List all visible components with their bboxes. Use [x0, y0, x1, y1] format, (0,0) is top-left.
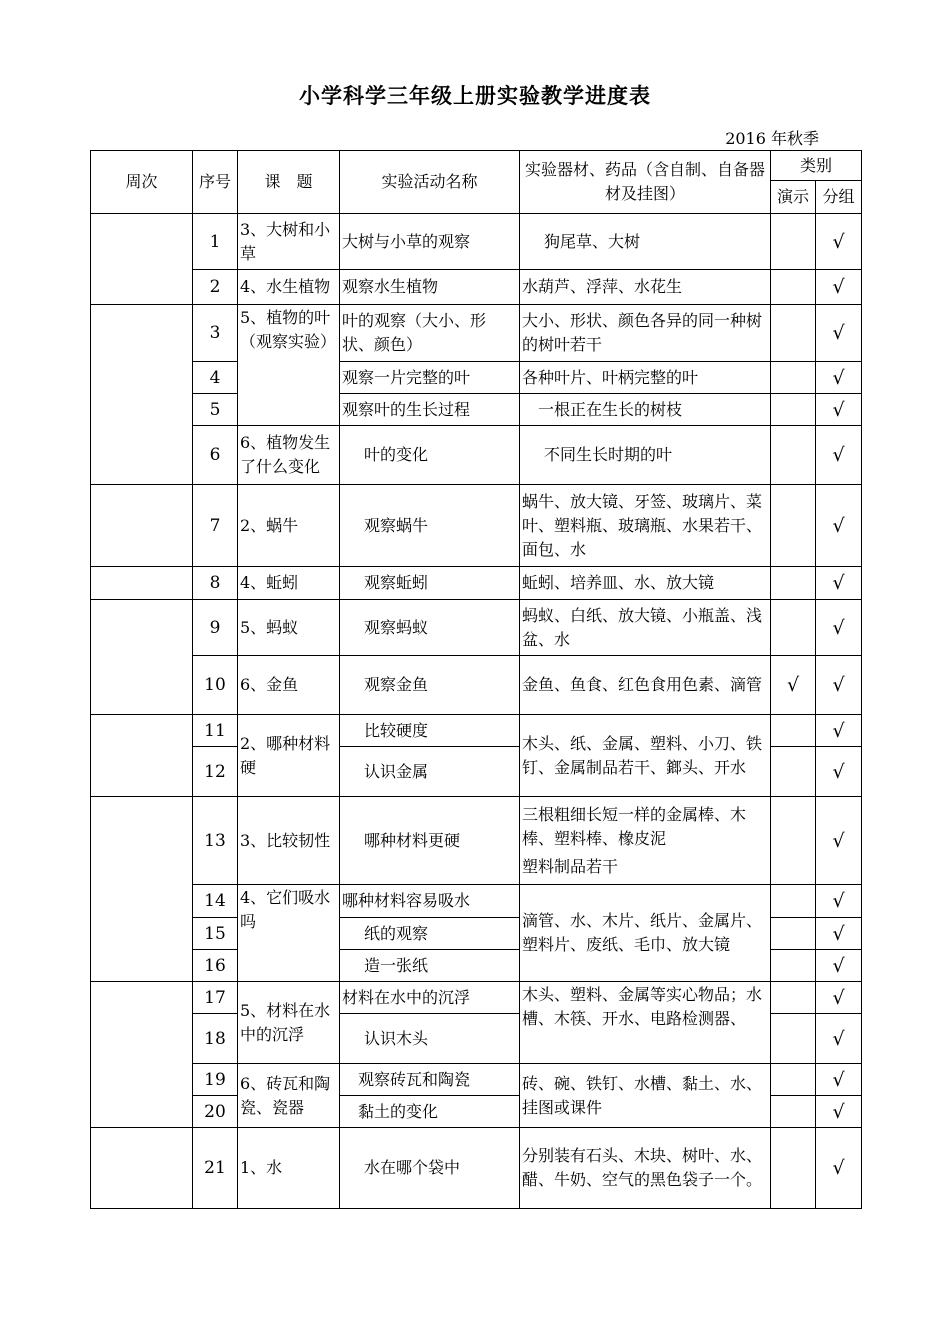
seq-cell: 15	[193, 918, 238, 950]
topic-cell: 5、蚂蚁	[238, 600, 340, 656]
equipment-cell: 分别装有石头、木块、树叶、水、醋、牛奶、空气的黑色袋子一个。	[520, 1128, 771, 1209]
equipment-cell: 蜗牛、放大镜、牙签、玻璃片、菜叶、塑料瓶、玻璃瓶、水果若干、面包、水	[520, 485, 771, 567]
page-title: 小学科学三年级上册实验教学进度表	[299, 83, 651, 108]
table-row	[91, 715, 862, 747]
seq-cell: 9	[193, 600, 238, 656]
demo-cell	[771, 747, 816, 797]
activity-cell: 观察蜗牛	[340, 485, 520, 567]
activity-cell: 水在哪个袋中	[340, 1128, 520, 1209]
demo-cell	[771, 1128, 816, 1209]
seq-cell: 21	[193, 1128, 238, 1209]
group-cell: √	[816, 715, 862, 747]
group-cell: √	[816, 1128, 862, 1209]
topic-cell: 4、水生植物	[238, 270, 340, 305]
equipment-cell: 砖、碗、铁钉、水槽、黏土、水、挂图或课件	[520, 1064, 771, 1128]
topic-cell: 6、植物发生了什么变化	[238, 426, 340, 485]
group-cell: √	[816, 600, 862, 656]
group-cell: √	[816, 747, 862, 797]
demo-cell	[771, 797, 816, 885]
table-row	[91, 656, 862, 715]
seq-cell: 4	[193, 362, 238, 394]
seq-cell: 19	[193, 1064, 238, 1096]
activity-cell: 观察蚂蚁	[340, 600, 520, 656]
table-row	[91, 394, 862, 426]
activity-cell: 观察金鱼	[340, 656, 520, 715]
table-row	[91, 600, 862, 656]
activity-cell: 认识木头	[340, 1014, 520, 1064]
topic-cell: 2、哪种材料硬	[238, 715, 340, 797]
demo-cell	[771, 426, 816, 485]
seq-cell: 8	[193, 567, 238, 600]
week-cell	[91, 982, 193, 1128]
header-activity: 实验活动名称	[340, 151, 520, 214]
demo-cell	[771, 567, 816, 600]
topic-cell: 6、砖瓦和陶瓷、瓷器	[238, 1064, 340, 1128]
activity-cell: 观察一片完整的叶	[340, 362, 520, 394]
seq-cell: 7	[193, 485, 238, 567]
seq-cell: 17	[193, 982, 238, 1014]
equipment-line: 塑料制品若干	[522, 856, 619, 876]
demo-cell	[771, 600, 816, 656]
demo-cell: √	[771, 656, 816, 715]
table-row	[91, 1128, 862, 1209]
seq-cell: 3	[193, 305, 238, 362]
seq-cell: 6	[193, 426, 238, 485]
table-row	[91, 797, 862, 885]
group-cell: √	[816, 950, 862, 982]
topic-cell: 3、比较韧性	[238, 797, 340, 885]
week-cell	[91, 715, 193, 797]
header-group: 分组	[816, 181, 862, 214]
schedule-table	[90, 150, 862, 1209]
demo-cell	[771, 982, 816, 1014]
equipment-cell: 狗尾草、大树	[520, 214, 771, 270]
header-category: 类别	[771, 151, 862, 181]
header-equipment: 实验器材、药品（含自制、自备器材及挂图）	[520, 151, 771, 214]
group-cell: √	[816, 982, 862, 1014]
topic-cell: 5、材料在水中的沉浮	[238, 982, 340, 1064]
activity-cell: 观察叶的生长过程	[340, 394, 520, 426]
seq-cell: 2	[193, 270, 238, 305]
table-row	[91, 270, 862, 305]
group-cell: √	[816, 214, 862, 270]
equipment-cell: 滴管、水、木片、纸片、金属片、塑料片、废纸、毛巾、放大镜	[520, 885, 771, 982]
activity-cell: 观察蚯蚓	[340, 567, 520, 600]
activity-cell: 黏土的变化	[340, 1096, 520, 1128]
group-cell: √	[816, 426, 862, 485]
topic-cell: 2、蜗牛	[238, 485, 340, 567]
group-cell: √	[816, 394, 862, 426]
equipment-cell: 一根正在生长的树枝	[520, 394, 771, 426]
demo-cell	[771, 1064, 816, 1096]
seq-cell: 12	[193, 747, 238, 797]
header-week: 周次	[91, 151, 193, 214]
activity-cell: 造一张纸	[340, 950, 520, 982]
table-header-row	[91, 151, 862, 181]
group-cell: √	[816, 797, 862, 885]
equipment-cell: 不同生长时期的叶	[520, 426, 771, 485]
table-row	[91, 362, 862, 394]
activity-cell: 大树与小草的观察	[340, 214, 520, 270]
table-row	[91, 885, 862, 918]
group-cell: √	[816, 305, 862, 362]
demo-cell	[771, 950, 816, 982]
week-cell	[91, 797, 193, 982]
demo-cell	[771, 394, 816, 426]
week-cell	[91, 1128, 193, 1209]
equipment-cell: 大小、形状、颜色各异的同一种树的树叶若干	[520, 305, 771, 362]
group-cell: √	[816, 885, 862, 918]
seq-cell: 18	[193, 1014, 238, 1064]
group-cell: √	[816, 567, 862, 600]
demo-cell	[771, 214, 816, 270]
demo-cell	[771, 918, 816, 950]
topic-cell: 3、大树和小草	[238, 214, 340, 270]
equipment-cell: 金鱼、鱼食、红色食用色素、滴管	[520, 656, 771, 715]
equipment-cell: 水葫芦、浮萍、水花生	[520, 270, 771, 305]
activity-cell: 纸的观察	[340, 918, 520, 950]
seq-cell: 16	[193, 950, 238, 982]
topic-cell: 6、金鱼	[238, 656, 340, 715]
group-cell: √	[816, 270, 862, 305]
group-cell: √	[816, 485, 862, 567]
week-cell	[91, 214, 193, 305]
demo-cell	[771, 362, 816, 394]
seq-cell: 13	[193, 797, 238, 885]
table-row	[91, 982, 862, 1014]
demo-cell	[771, 485, 816, 567]
header-topic: 课 题	[238, 151, 340, 214]
topic-cell: 4、蚯蚓	[238, 567, 340, 600]
equipment-cell: 蚯蚓、培养皿、水、放大镜	[520, 567, 771, 600]
group-cell: √	[816, 656, 862, 715]
table-row	[91, 1064, 862, 1096]
equipment-cell: 木头、纸、金属、塑料、小刀、铁钉、金属制品若干、鎯头、开水	[520, 715, 771, 797]
table-row	[91, 426, 862, 485]
table-row	[91, 214, 862, 270]
seq-cell: 10	[193, 656, 238, 715]
group-cell: √	[816, 1064, 862, 1096]
demo-cell	[771, 885, 816, 918]
header-demo: 演示	[771, 181, 816, 214]
demo-cell	[771, 1014, 816, 1064]
equipment-line: 三根粗细长短一样的金属棒、木棒、塑料棒、橡皮泥	[522, 804, 747, 848]
activity-cell: 哪种材料更硬	[340, 797, 520, 885]
demo-cell	[771, 1096, 816, 1128]
group-cell: √	[816, 362, 862, 394]
table-row	[91, 485, 862, 567]
activity-cell: 叶的变化	[340, 426, 520, 485]
topic-cell: 5、植物的叶（观察实验）	[238, 305, 340, 426]
group-cell: √	[816, 918, 862, 950]
week-cell	[91, 600, 193, 715]
seq-cell: 5	[193, 394, 238, 426]
seq-cell: 20	[193, 1096, 238, 1128]
activity-cell: 观察水生植物	[340, 270, 520, 305]
week-cell	[91, 305, 193, 485]
demo-cell	[771, 715, 816, 747]
table-row	[91, 567, 862, 600]
group-cell: √	[816, 1096, 862, 1128]
seq-cell: 1	[193, 214, 238, 270]
activity-cell: 哪种材料容易吸水	[340, 885, 520, 918]
seq-cell: 14	[193, 885, 238, 918]
equipment-cell	[520, 797, 771, 885]
equipment-cell: 木头、塑料、金属等实心物品；水槽、木筷、开水、电路检测器、	[520, 982, 771, 1064]
week-cell	[91, 567, 193, 600]
activity-cell: 材料在水中的沉浮	[340, 982, 520, 1014]
activity-cell: 比较硬度	[340, 715, 520, 747]
demo-cell	[771, 305, 816, 362]
activity-cell: 认识金属	[340, 747, 520, 797]
topic-cell: 4、它们吸水吗	[238, 885, 340, 982]
equipment-cell: 蚂蚁、白纸、放大镜、小瓶盖、浅盆、水	[520, 600, 771, 656]
table-row	[91, 305, 862, 362]
equipment-cell: 各种叶片、叶柄完整的叶	[520, 362, 771, 394]
seq-cell: 11	[193, 715, 238, 747]
topic-cell: 1、水	[238, 1128, 340, 1209]
group-cell: √	[816, 1014, 862, 1064]
activity-cell: 叶的观察（大小、形状、颜色）	[340, 305, 520, 362]
week-cell	[91, 485, 193, 567]
season-label: 2016 年秋季	[725, 129, 819, 148]
activity-cell: 观察砖瓦和陶瓷	[340, 1064, 520, 1096]
demo-cell	[771, 270, 816, 305]
header-seq: 序号	[193, 151, 238, 214]
